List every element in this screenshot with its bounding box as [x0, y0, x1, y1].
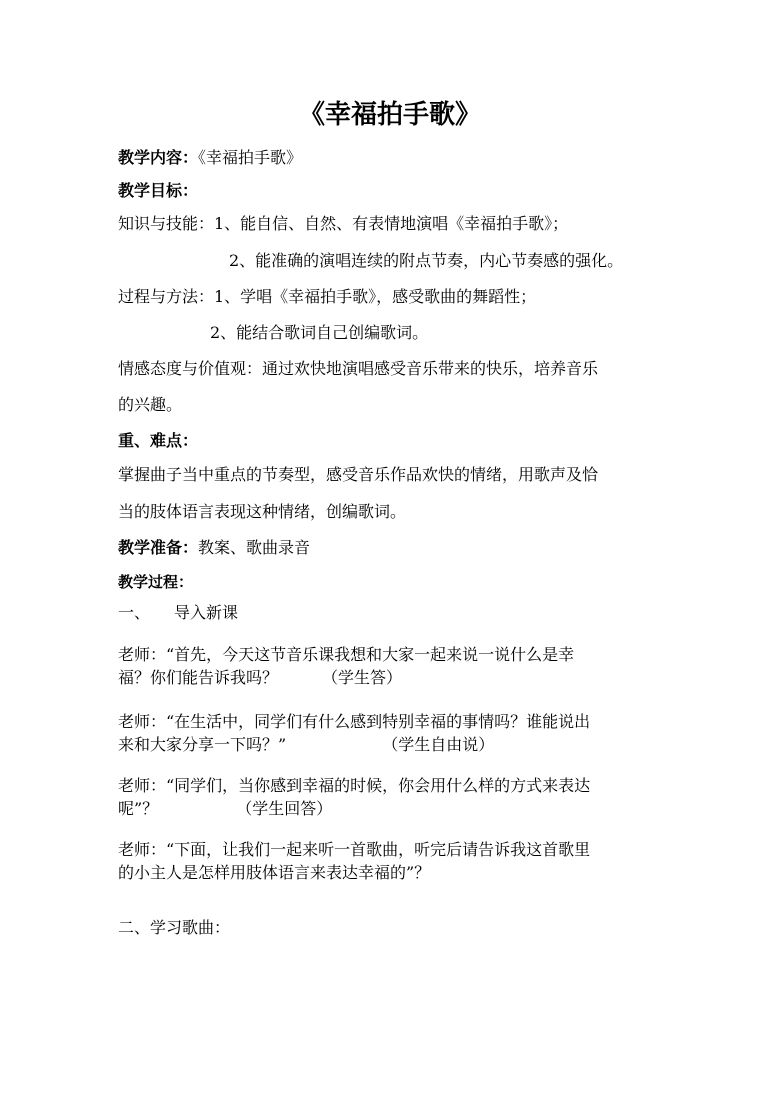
- paragraph-2-question: 来和大家分享一下吗？”: [118, 735, 287, 754]
- paragraph-2-response: （学生自由说）: [382, 735, 495, 754]
- objectives-label: 教学目标：: [118, 181, 199, 200]
- paragraph-2-line-2: [118, 735, 494, 755]
- preparation-label: 教学准备：: [118, 538, 199, 557]
- paragraph-1-response: （学生答）: [322, 668, 403, 687]
- key-points-line-1: 掌握曲子当中重点的节奏型，感受音乐作品欢快的情绪，用歌声及恰: [118, 465, 599, 484]
- paragraph-3-line-1: 老师：“同学们，当你感到幸福的时候，你会用什么样的方式来表达: [118, 776, 591, 795]
- objective-knowledge-2: 2、能准确的演唱连续的附点节奏，内心节奏感的强化。: [229, 251, 624, 270]
- paragraph-3-question: 呢”？: [118, 799, 159, 818]
- preparation-value: 教案、歌曲录音: [198, 538, 311, 557]
- objective-emotion-2: 的兴趣。: [118, 395, 183, 414]
- paragraph-2-line-1: 老师：“在生活中，同学们有什么感到特别幸福的事情吗？谁能说出: [118, 712, 591, 731]
- key-points-line-2: 当的肢体语言表现这种情绪，创编歌词。: [118, 502, 407, 521]
- teaching-content-value: 《幸福拍手歌》: [198, 148, 303, 167]
- document-title: 《幸福拍手歌》: [298, 100, 481, 130]
- paragraph-3-line-2: [118, 799, 332, 819]
- section-1-number: 一、: [118, 603, 151, 622]
- paragraph-4-line-1: 老师：“下面，让我们一起来听一首歌曲，听完后请告诉我这首歌里: [118, 840, 591, 859]
- paragraph-1-question: 福？你们能告诉我吗？: [118, 668, 279, 687]
- teaching-content: [118, 148, 302, 168]
- section-2-heading: 二、学习歌曲：: [118, 918, 231, 937]
- preparation: [118, 538, 310, 558]
- objective-knowledge-1: 知识与技能：1、能自信、自然、有表情地演唱《幸福拍手歌》；: [118, 214, 569, 233]
- objective-process-1: 过程与方法：1、学唱《幸福拍手歌》，感受歌曲的舞蹈性；: [118, 287, 537, 306]
- section-1-title: 导入新课: [174, 603, 239, 622]
- paragraph-1-line-2: [118, 668, 402, 688]
- paragraph-1-line-1: 老师：“首先，今天这节音乐课我想和大家一起来说一说什么是幸: [118, 645, 575, 664]
- paragraph-4-line-2: 的小主人是怎样用肢体语言来表达幸福的”？: [118, 863, 431, 882]
- teaching-content-label: 教学内容：: [118, 148, 199, 167]
- key-points-label: 重、难点：: [118, 431, 199, 450]
- objective-process-2: 2、能结合歌词自己创编歌词。: [210, 323, 429, 342]
- section-1-heading: [118, 603, 238, 623]
- process-label: 教学过程：: [118, 573, 194, 591]
- paragraph-3-response: （学生回答）: [236, 799, 333, 818]
- objective-emotion-1: 情感态度与价值观：通过欢快地演唱感受音乐带来的快乐，培养音乐: [118, 359, 599, 378]
